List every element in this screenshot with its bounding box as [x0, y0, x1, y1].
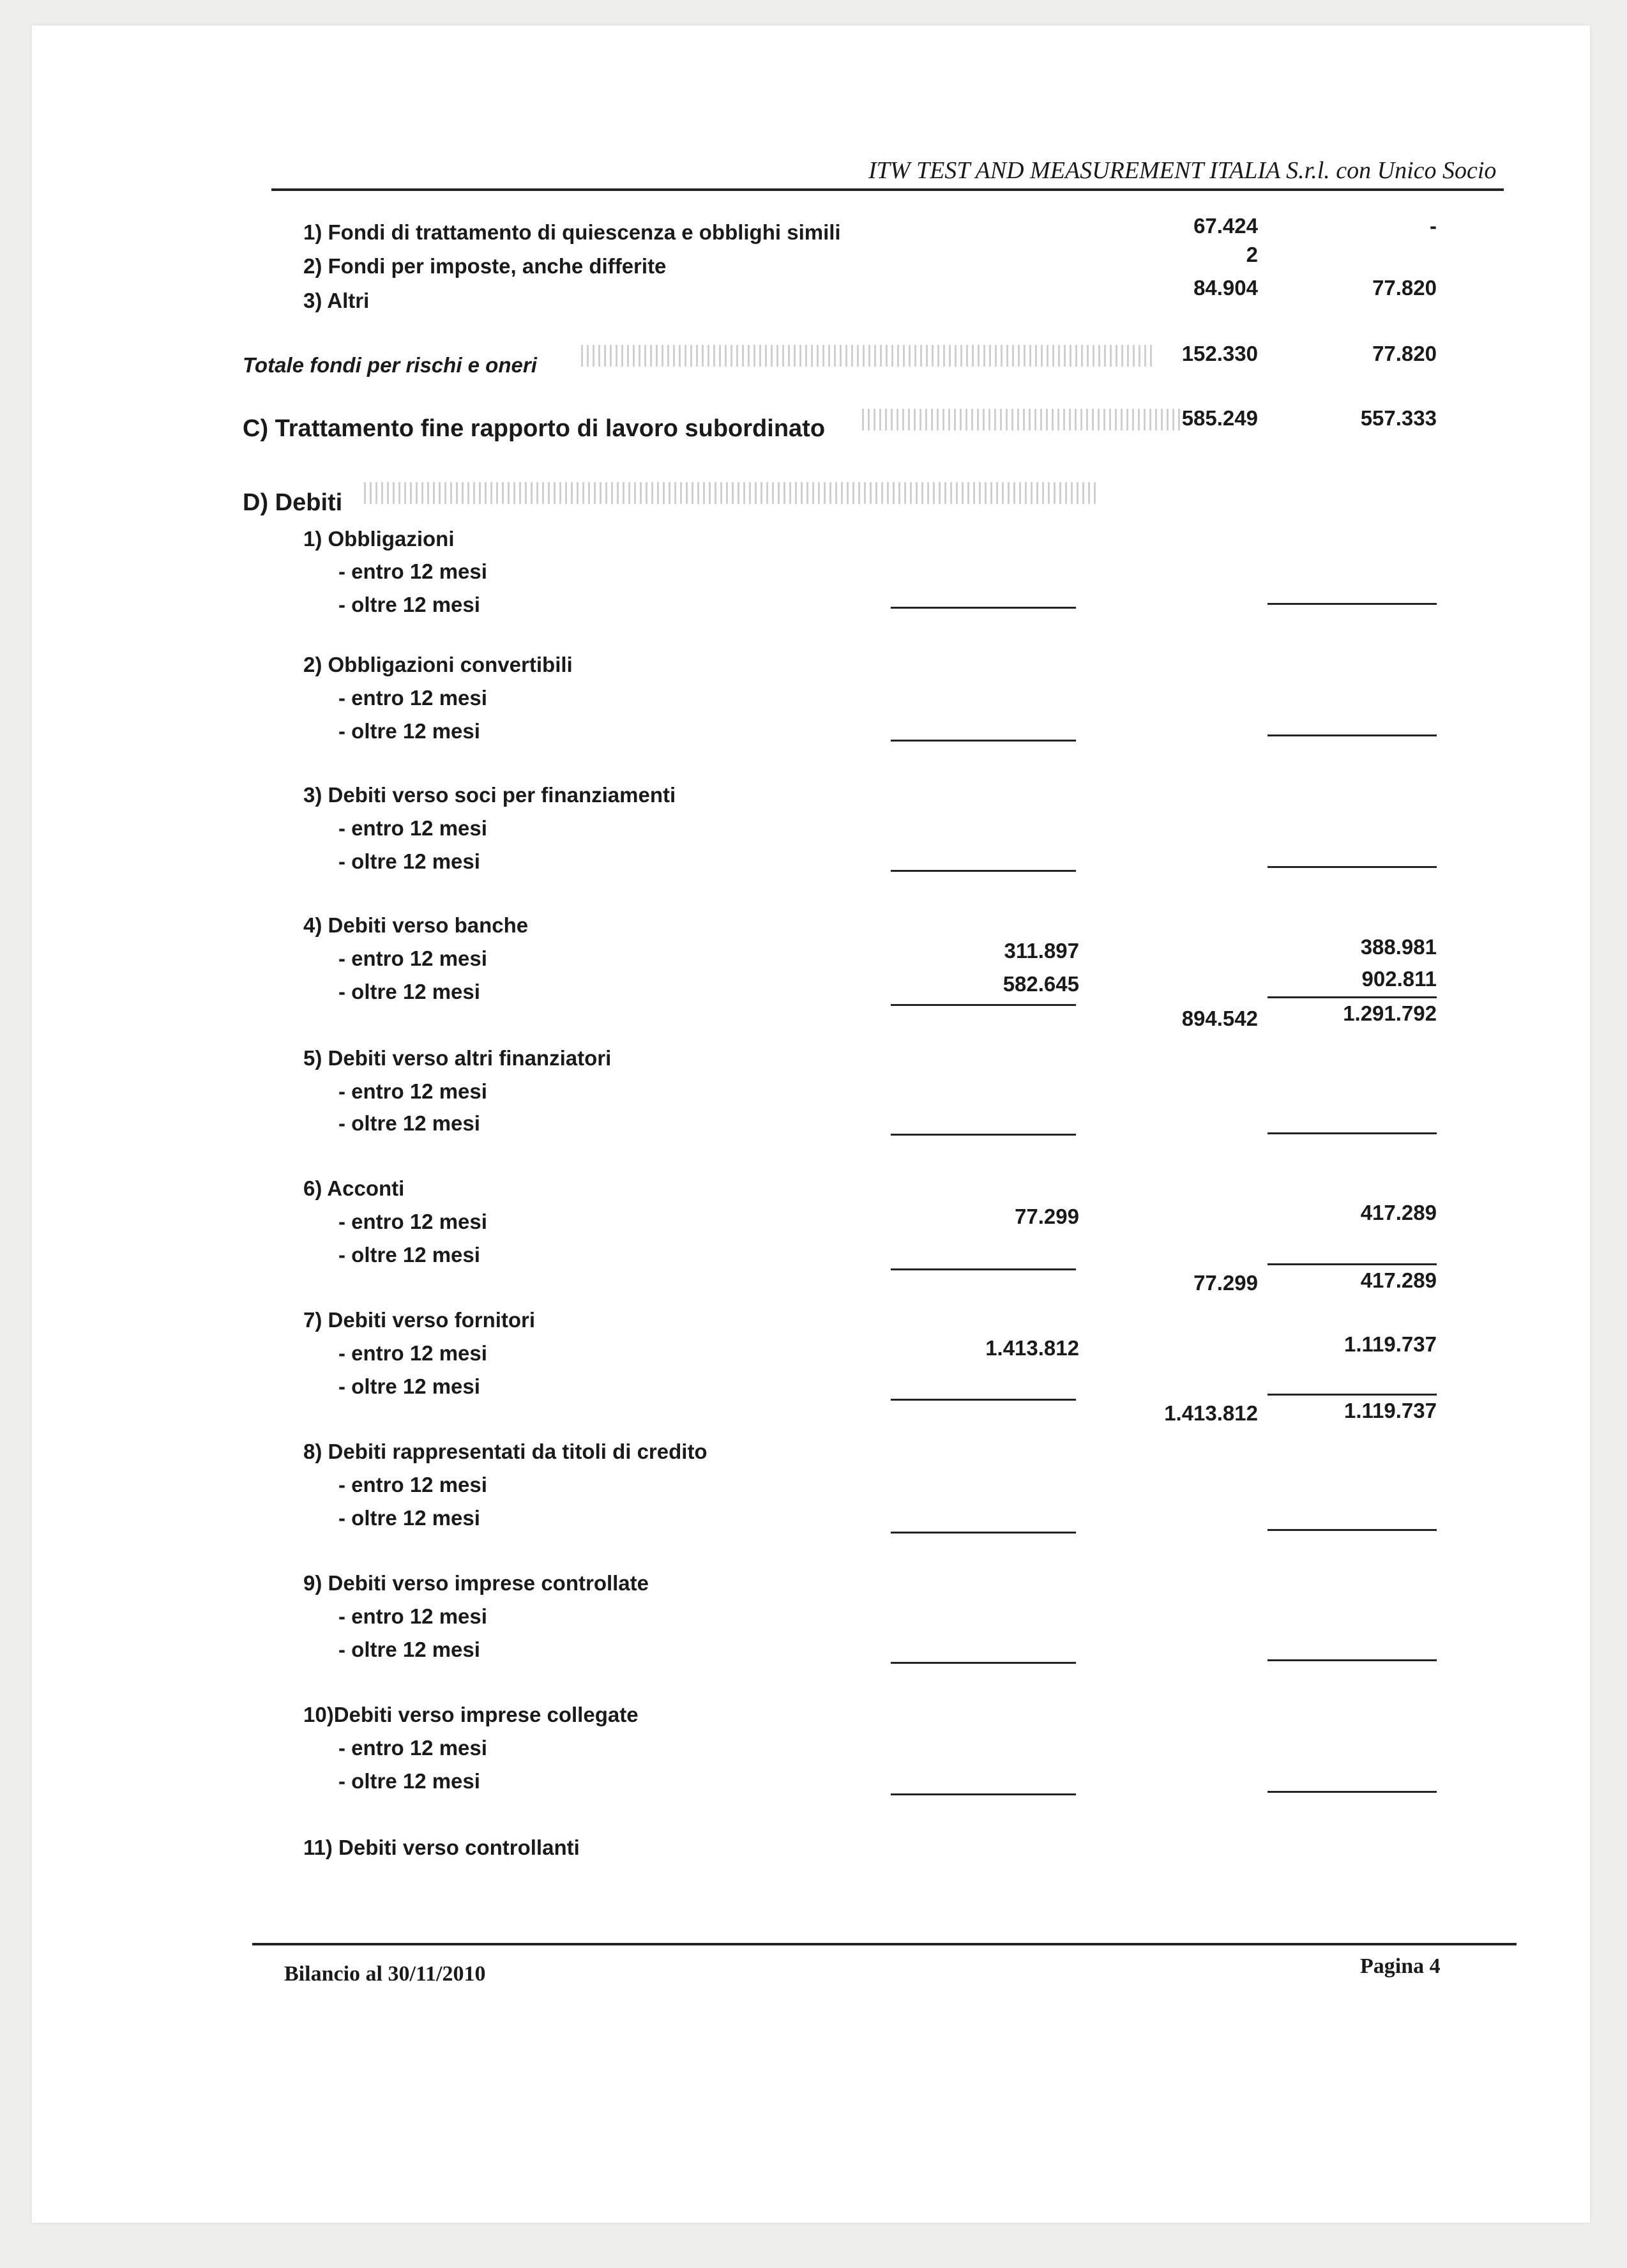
subtotal-rule — [891, 740, 1076, 742]
subtotal-rule — [891, 607, 1076, 609]
debiti-item-4-total-current: 894.542 — [1181, 1007, 1258, 1030]
tfr-prior: 557.333 — [1360, 406, 1437, 430]
scan-noise — [364, 482, 1098, 504]
fondi-item-2-label: 2) Fondi per imposte, anche differite — [303, 254, 667, 278]
fondi-total-current: 152.330 — [1181, 342, 1258, 365]
debiti-item-10-entro: - entro 12 mesi — [338, 1736, 487, 1760]
debiti-item-8-entro: - entro 12 mesi — [338, 1473, 487, 1496]
page-number: Pagina 4 — [1360, 1954, 1441, 1978]
debiti-item-4-oltre: - oltre 12 mesi — [338, 980, 480, 1003]
tfr-current: 585.249 — [1181, 406, 1258, 430]
debiti-item-9-label: 9) Debiti verso imprese controllate — [303, 1571, 649, 1595]
debiti-heading: D) Debiti — [243, 489, 343, 516]
subtotal-rule — [891, 870, 1076, 872]
debiti-item-5-entro: - entro 12 mesi — [338, 1079, 487, 1103]
debiti-item-10-label: 10)Debiti verso imprese collegate — [303, 1703, 639, 1726]
subtotal-rule — [1268, 1659, 1437, 1661]
debiti-item-4-label: 4) Debiti verso banche — [303, 913, 529, 937]
scan-noise — [862, 409, 1181, 430]
debiti-item-6-label: 6) Acconti — [303, 1176, 405, 1200]
debiti-item-2-entro: - entro 12 mesi — [338, 686, 487, 710]
fondi-item-1-prior: - — [1430, 214, 1437, 238]
debiti-item-7-total-prior: 1.119.737 — [1344, 1399, 1437, 1422]
scan-noise — [581, 345, 1156, 367]
debiti-item-5-oltre: - oltre 12 mesi — [338, 1111, 480, 1135]
debiti-item-4-total-prior: 1.291.792 — [1343, 1001, 1437, 1025]
footer-date: Bilancio al 30/11/2010 — [284, 1962, 486, 1986]
debiti-item-1-entro: - entro 12 mesi — [338, 559, 487, 583]
debiti-item-2-label: 2) Obbligazioni convertibili — [303, 653, 573, 676]
debiti-item-6-total-prior: 417.289 — [1360, 1268, 1437, 1292]
debiti-item-3-oltre: - oltre 12 mesi — [338, 849, 480, 873]
debiti-item-8-label: 8) Debiti rappresentati da titoli di credito — [303, 1440, 708, 1463]
subtotal-rule — [891, 1793, 1076, 1795]
debiti-item-4-oltre-prior: 902.811 — [1361, 967, 1437, 991]
fondi-item-1-label: 1) Fondi di trattamento di quiescenza e obblighi simili — [303, 220, 841, 244]
fondi-total-prior: 77.820 — [1372, 342, 1437, 365]
footer-rule — [252, 1943, 1517, 1945]
document-page — [32, 26, 1590, 2223]
debiti-item-7-entro-prior: 1.119.737 — [1344, 1332, 1437, 1356]
subtotal-rule — [891, 1532, 1076, 1534]
subtotal-rule — [1268, 1529, 1437, 1531]
fondi-item-3-prior: 77.820 — [1372, 276, 1437, 300]
company-header: ITW TEST AND MEASUREMENT ITALIA S.r.l. con Unico Socio — [868, 157, 1497, 184]
subtotal-rule — [1268, 996, 1437, 998]
debiti-item-6-entro-prior: 417.289 — [1360, 1201, 1437, 1224]
tfr-label: C) Trattamento fine rapporto di lavoro subordinato — [243, 415, 826, 442]
debiti-item-7-total-current: 1.413.812 — [1164, 1401, 1258, 1425]
debiti-item-6-entro: - entro 12 mesi — [338, 1210, 487, 1233]
debiti-item-4-entro-prior: 388.981 — [1360, 935, 1437, 959]
fondi-item-2-current: 2 — [1246, 243, 1258, 266]
subtotal-rule — [1268, 734, 1437, 736]
debiti-item-11-label: 11) Debiti verso controllanti — [303, 1836, 580, 1859]
subtotal-rule — [1268, 1791, 1437, 1793]
debiti-item-2-oltre: - oltre 12 mesi — [338, 719, 480, 743]
debiti-item-6-oltre: - oltre 12 mesi — [338, 1243, 480, 1267]
debiti-item-5-label: 5) Debiti verso altri finanziatori — [303, 1046, 612, 1070]
subtotal-rule — [1268, 1132, 1437, 1134]
debiti-item-9-oltre: - oltre 12 mesi — [338, 1638, 480, 1661]
header-rule — [271, 188, 1504, 191]
subtotal-rule — [1268, 603, 1437, 605]
subtotal-rule — [891, 1004, 1076, 1006]
subtotal-rule — [1268, 1394, 1437, 1396]
debiti-item-1-label: 1) Obbligazioni — [303, 527, 455, 551]
debiti-item-7-label: 7) Debiti verso fornitori — [303, 1308, 536, 1332]
subtotal-rule — [891, 1662, 1076, 1664]
debiti-item-10-oltre: - oltre 12 mesi — [338, 1769, 480, 1793]
fondi-item-3-current: 84.904 — [1193, 276, 1258, 300]
debiti-item-7-entro-current: 1.413.812 — [985, 1336, 1079, 1360]
debiti-item-6-total-current: 77.299 — [1193, 1271, 1258, 1295]
debiti-item-1-oltre: - oltre 12 mesi — [338, 593, 480, 616]
subtotal-rule — [891, 1134, 1076, 1136]
subtotal-rule — [1268, 866, 1437, 868]
debiti-item-6-entro-current: 77.299 — [1015, 1205, 1079, 1228]
fondi-item-1-current: 67.424 — [1193, 214, 1258, 238]
subtotal-rule — [1268, 1263, 1437, 1265]
debiti-item-7-entro: - entro 12 mesi — [338, 1341, 487, 1365]
debiti-item-7-oltre: - oltre 12 mesi — [338, 1374, 480, 1398]
debiti-item-3-label: 3) Debiti verso soci per finanziamenti — [303, 783, 676, 807]
subtotal-rule — [891, 1399, 1076, 1401]
debiti-item-4-entro: - entro 12 mesi — [338, 947, 487, 970]
subtotal-rule — [891, 1268, 1076, 1270]
debiti-item-4-oltre-current: 582.645 — [1003, 972, 1079, 996]
debiti-item-3-entro: - entro 12 mesi — [338, 816, 487, 840]
debiti-item-9-entro: - entro 12 mesi — [338, 1604, 487, 1628]
fondi-item-3-label: 3) Altri — [303, 289, 370, 312]
debiti-item-4-entro-current: 311.897 — [1004, 939, 1079, 963]
fondi-total-label: Totale fondi per rischi e oneri — [243, 353, 537, 377]
debiti-item-8-oltre: - oltre 12 mesi — [338, 1506, 480, 1530]
